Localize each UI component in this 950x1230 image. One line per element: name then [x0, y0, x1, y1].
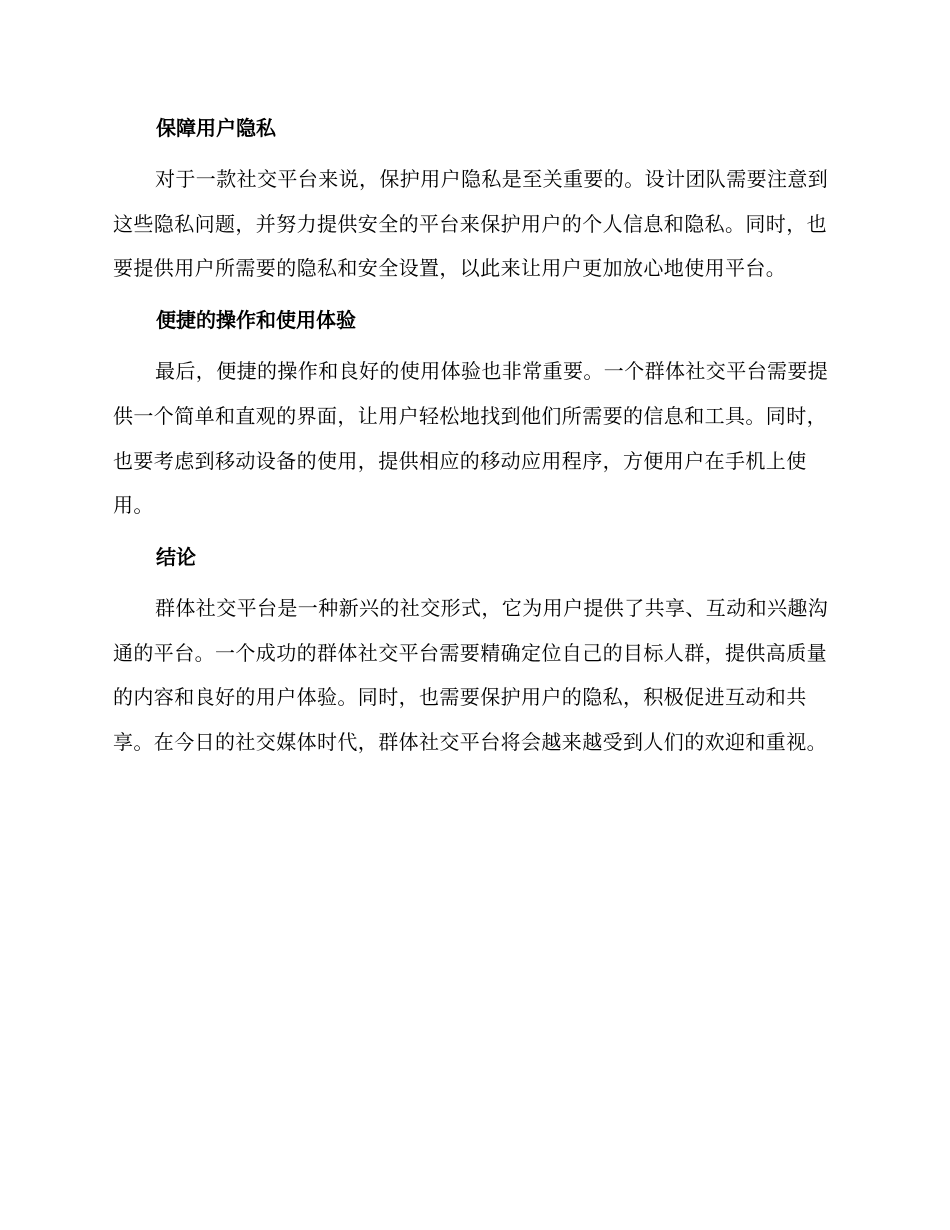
document-content: [113, 113, 831, 765]
section-paragraph-usability: 最后，便捷的操作和良好的使用体验也非常重要。一个群体社交平台需要提供一个简单和直观的界面，让用户轻松地找到他们所需要的信息和工具。同时，也要考虑到移动设备的使用，提供相应的移动应用程序，方便用户在手机上使用。: [113, 359, 829, 518]
section-heading-usability: 便捷的操作和使用体验: [156, 308, 356, 333]
section-heading-conclusion: 结论: [156, 544, 196, 569]
section-paragraph-conclusion: 群体社交平台是一种新兴的社交形式，它为用户提供了共享、互动和兴趣沟通的平台。一个成功的群体社交平台需要精确定位自己的目标人群，提供高质量的内容和良好的用户体验。同时，也需要保护用户的隐私，积极促进互动和共享。在今日的社交媒体时代，群体社交平台将会越来越受到人们的欢迎和重视。: [113, 595, 829, 755]
section-heading-privacy: 保障用户隐私: [156, 116, 276, 140]
section-paragraph-privacy: 对于一款社交平台来说，保护用户隐私是至关重要的。设计团队需要注意到这些隐私问题，并努力提供安全的平台来保护用户的个人信息和隐私。同时，也要提供用户所需要的隐私和安全设置，以此来让用户更加放心地使用平台。: [113, 167, 829, 281]
